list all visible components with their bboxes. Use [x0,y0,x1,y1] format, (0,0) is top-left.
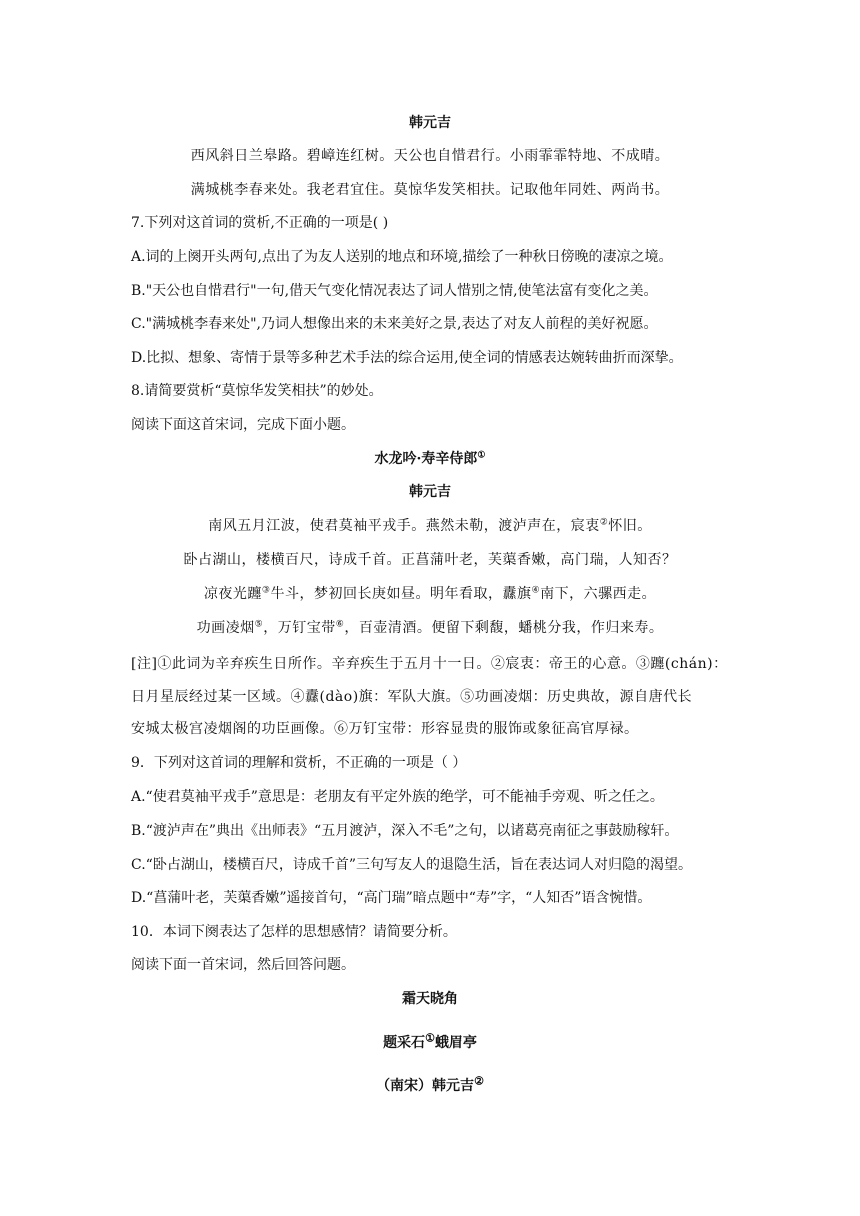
q7-option-d: D.比拟、想象、寄情于景等多种艺术手法的综合运用,使全词的情感表达婉转曲折而深挚。 [131,350,683,366]
poem2-line-4-text-b: ，万钉宝带 [263,620,336,636]
poem2-line-3-note-1: ③ [261,585,271,596]
q9-option-a: A.“使君莫袖平戎手”意思是：老朋友有平定外族的绝学，可不能袖手旁观、听之任之。 [131,789,664,805]
poem2-line-1 [0,516,860,536]
q7-option-c: C."满城桃李春来处",乃词人想像出来的未来美好之景,表达了对友人前程的美好祝愿。 [131,316,658,332]
poem2-line-3-text-a: 凉夜光躔 [203,586,262,602]
q8-stem: 8.请简要赏析“莫惊华发笑相扶”的妙处。 [131,383,383,399]
poem3-subtitle-note: ① [425,1031,435,1045]
poem2-line-3-text-c: 南下，六骡西走。 [540,586,657,602]
poem2-line-1-note: ② [599,517,609,528]
intro-poem3: 阅读下面一首宋词，然后回答问题。 [131,957,355,973]
q7-option-a: A.词的上阕开头两句,点出了为友人送别的地点和环境,描绘了一种秋日傍晚的凄凉之境。 [131,249,673,265]
poem2-author: 韩元吉 [409,484,451,500]
poem2-line-1-text-b: 怀旧。 [608,518,652,534]
poem3-author [0,1076,860,1096]
poem1-line-2: 满城桃李春来处。我老君宜住。莫惊华发笑相扶。记取他年同姓、两尚书。 [190,182,670,198]
q9-option-b: B.“渡泸声在”典出《出师表》“五月渡泸，深入不毛”之句，以诸葛亮南征之事鼓励稼轩。 [131,823,679,839]
poem3-title: 霜天晓角 [402,991,458,1007]
poem1-author: 韩元吉 [409,115,451,131]
poem2-line-4-note-1: ⑤ [254,619,264,630]
poem2-line-4-text-c: ，百壶清酒。便留下剩馥，蟠桃分我，作归来寿。 [344,620,664,636]
poem2-note-line-1: [注]①此词为辛弃疾生日所作。辛弃疾生于五月十一日。②宸衷：帝王的心意。③躔(chán)： [131,656,728,672]
q7-option-b: B."天公也自惜君行"一句,借天气变化情况表达了词人惜别之情,使笔法富有变化之美。 [131,283,658,299]
poem3-subtitle-text-a: 题采石 [383,1035,426,1051]
q9-option-c: C.“卧占湖山，楼横百尺，诗成千首”三句写友人的退隐生活，旨在表达词人对归隐的渴望。 [131,857,692,873]
poem2-line-3 [0,584,860,604]
poem2-line-1-text-a: 南风五月江波，使君莫袖平戎手。燕然未勒，渡泸声在，宸衷 [208,518,600,534]
poem2-note-line-2: 日月星辰经过某一区域。④纛(dào)旗：军队大旗。⑤功画凌烟：历史典故，源自唐代长 [131,689,693,705]
poem2-line-4 [0,618,860,638]
poem2-note-line-3: 安城太极宫凌烟阁的功臣画像。⑥万钉宝带：形容显贵的服饰或象征高官厚禄。 [131,721,639,737]
q7-stem: 7.下列对这首词的赏析,不正确的一项是( ) [131,215,389,231]
poem2-line-4-note-2: ⑥ [335,619,345,630]
poem2-title-text: 水龙吟·寿辛侍郎 [374,451,478,467]
poem2-line-2: 卧占湖山，楼横百尺，诗成千首。正菖蒲叶老，芙蕖香嫩，高门瑞，人知否？ [183,552,677,568]
poem3-author-text: （南宋）韩元吉 [376,1078,475,1094]
q9-stem: 9．下列对这首词的理解和赏析，不正确的一项是（ ） [131,755,467,771]
intro-poem2: 阅读下面这首宋词，完成下面小题。 [131,417,355,433]
poem2-title [0,449,860,469]
poem3-author-note: ② [474,1074,484,1088]
poem2-line-3-note-2: ④ [531,585,541,596]
q9-option-d: D.“菖蒲叶老，芙蕖香嫩”遥接首句，“高门瑞”暗点题中“寿”字，“人知否”语含惋惜。 [131,890,652,906]
poem1-line-1: 西风斜日兰皋路。碧嶂连红树。天公也自惜君行。小雨霏霏特地、不成晴。 [190,148,670,164]
poem2-line-4-text-a: 功画凌烟 [196,620,255,636]
poem2-line-3-text-b: 牛斗，梦初回长庚如昼。明年看取，纛旗 [270,586,532,602]
poem3-subtitle [0,1033,860,1053]
poem2-title-note: ① [477,450,486,461]
q10-stem: 10．本词下阕表达了怎样的思想感情？请简要分析。 [131,924,457,940]
poem3-subtitle-text-b: 蛾眉亭 [434,1035,477,1051]
